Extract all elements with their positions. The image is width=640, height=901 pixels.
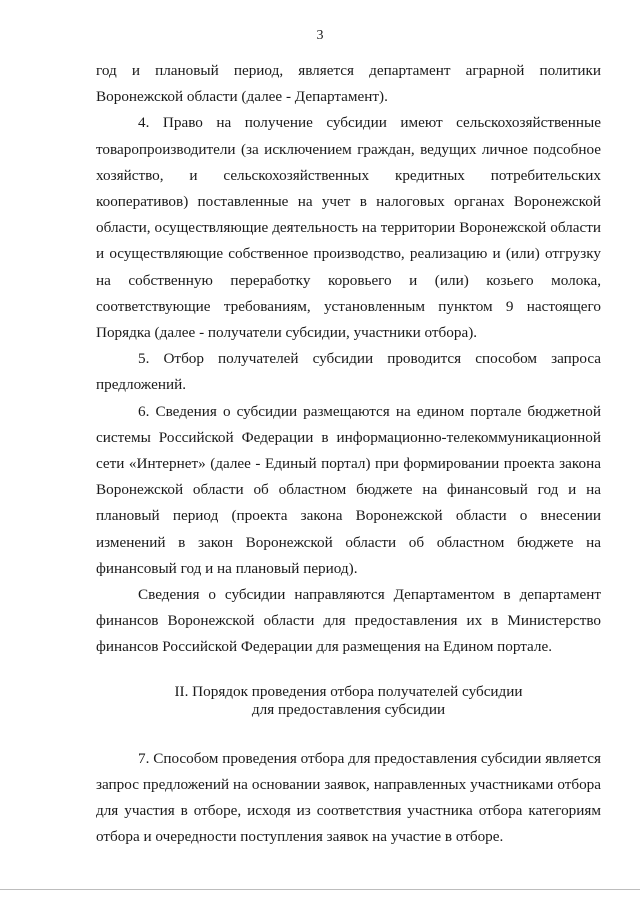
section-heading (96, 683, 601, 720)
section-heading-line-2: для предоставления субсидии (251, 701, 446, 719)
paragraph-5-selection-method: 5. Отбор получателей субсидии проводится способом запроса предложений. (96, 350, 601, 394)
paragraph-information-sent: Сведения о субсидии направляются Департаментом в департамент финансов Воронежской области для предоставления их в Министерство финансов Российской Федерации для размещения на Едином портале. (96, 586, 601, 656)
paragraph-continuation: год и плановый период, является департамент аграрной политики Воронежской области (далее - Департамент). (96, 62, 601, 106)
section-heading-line-1: II. Порядок проведения отбора получателей субсидии (174, 682, 523, 700)
paragraph-6-subsidy-information: 6. Сведения о субсидии размещаются на едином портале бюджетной системы Российской Федерации в информационно-телекоммуникационной сети «Интернет» (далее - Единый портал) при формировании проекта закона Воронежской области об областном бюджете на финансовый год и на плановый период (проекта закона Воронежской области о внесении изменений в закон Воронежской области об областном бюджете на финансовый год и на плановый период). (96, 402, 601, 577)
paragraph-7-selection-procedure: 7. Способом проведения отбора для предоставления субсидии является запрос предложений на основании заявок, направленных участниками отбора для участия в отборе, исходя из соответствия участника отбора категориям отбора и очередности поступления заявок на участие в отборе. (96, 749, 601, 846)
document-body (96, 58, 601, 850)
paragraph-4-right-to-subsidy: 4. Право на получение субсидии имеют сельскохозяйственные товаропроизводители (за исключением граждан, ведущих личное подсобное хозяйство, и сельскохозяйственных кредитных потребительских кооперативов) поставленные на учет в налоговых органах Воронежской области, осуществляющие деятельность на территории Воронежской области и осуществляющие собственное производство, реализацию и (или) отгрузку на собственную переработку коровьего и (или) козьего молока, соответствующие требованиям, установленным пунктом 9 настоящего Порядка (далее - получатели субсидии, участники отбора). (96, 114, 601, 342)
page-number: 3 (316, 28, 324, 43)
bottom-scan-edge (0, 889, 640, 890)
